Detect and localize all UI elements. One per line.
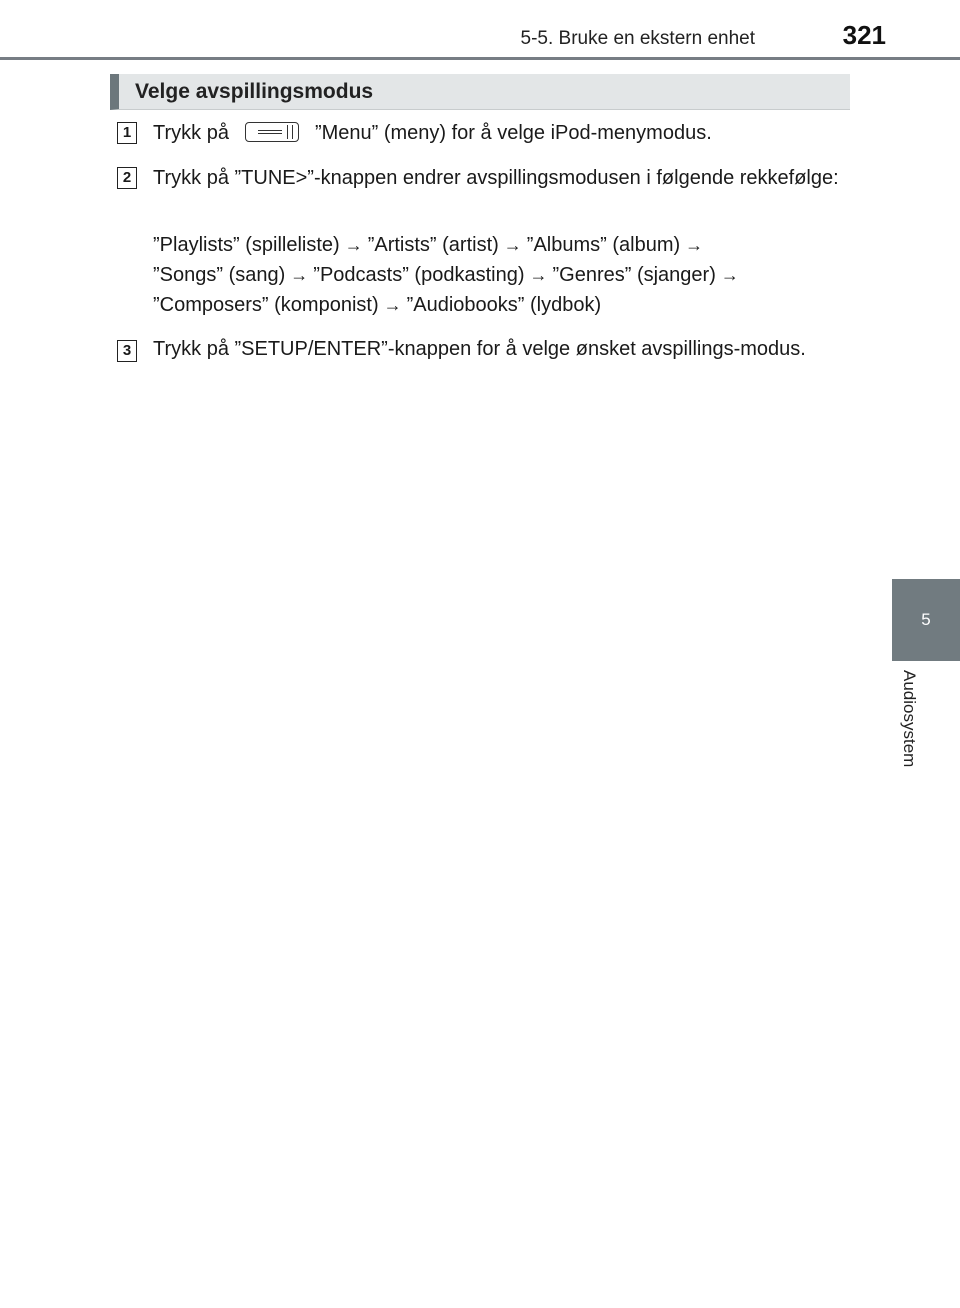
step-2-text: Trykk på ”TUNE>”-knappen endrer avspillingsmodusen i følgende rekkefølge: (153, 167, 839, 189)
sequence-item: ”Playlists” (spilleliste) (153, 234, 340, 256)
arrow-right-icon: → (720, 265, 739, 285)
header-section-title: 5-5. Bruke en ekstern enhet (520, 28, 755, 49)
step-1-text-before: Trykk på (153, 122, 229, 144)
arrow-right-icon: → (503, 235, 522, 255)
step-1-number: 1 (117, 122, 137, 144)
sequence-item: ”Audiobooks” (lydbok) (406, 294, 602, 316)
arrow-right-icon: → (344, 235, 363, 255)
sequence-item: ”Albums” (album) (526, 234, 681, 256)
chapter-tab (892, 579, 960, 661)
section-heading-bar (110, 74, 850, 110)
step-2-number: 2 (117, 167, 137, 189)
chapter-number: 5 (921, 610, 931, 629)
step-3-text: Trykk på ”SETUP/ENTER”-knappen for å velge ønsket avspillings-modus. (153, 338, 806, 360)
step-1-text (153, 118, 843, 148)
chapter-label: Audiosystem (900, 670, 919, 768)
section-title: Velge avspillingsmodus (135, 80, 374, 103)
sequence-item: ”Songs” (sang) (153, 264, 286, 286)
arrow-right-icon: → (383, 295, 402, 315)
arrow-right-icon: → (290, 265, 309, 285)
page-number: 321 (842, 20, 886, 50)
sequence-item: ”Podcasts” (podkasting) (313, 264, 525, 286)
sequence-item: ”Artists” (artist) (367, 234, 499, 256)
header-divider (0, 57, 960, 60)
arrow-right-icon: → (529, 265, 548, 285)
sequence-item: ”Composers” (komponist) (153, 294, 379, 316)
step-1-text-after: ”Menu” (meny) for å velge iPod-menymodus. (314, 122, 712, 144)
playback-mode-sequence (153, 230, 843, 320)
sequence-item: ”Genres” (sjanger) (552, 264, 716, 286)
step-3-number: 3 (117, 340, 137, 362)
arrow-right-icon: → (685, 235, 704, 255)
menu-button-icon (245, 122, 299, 142)
